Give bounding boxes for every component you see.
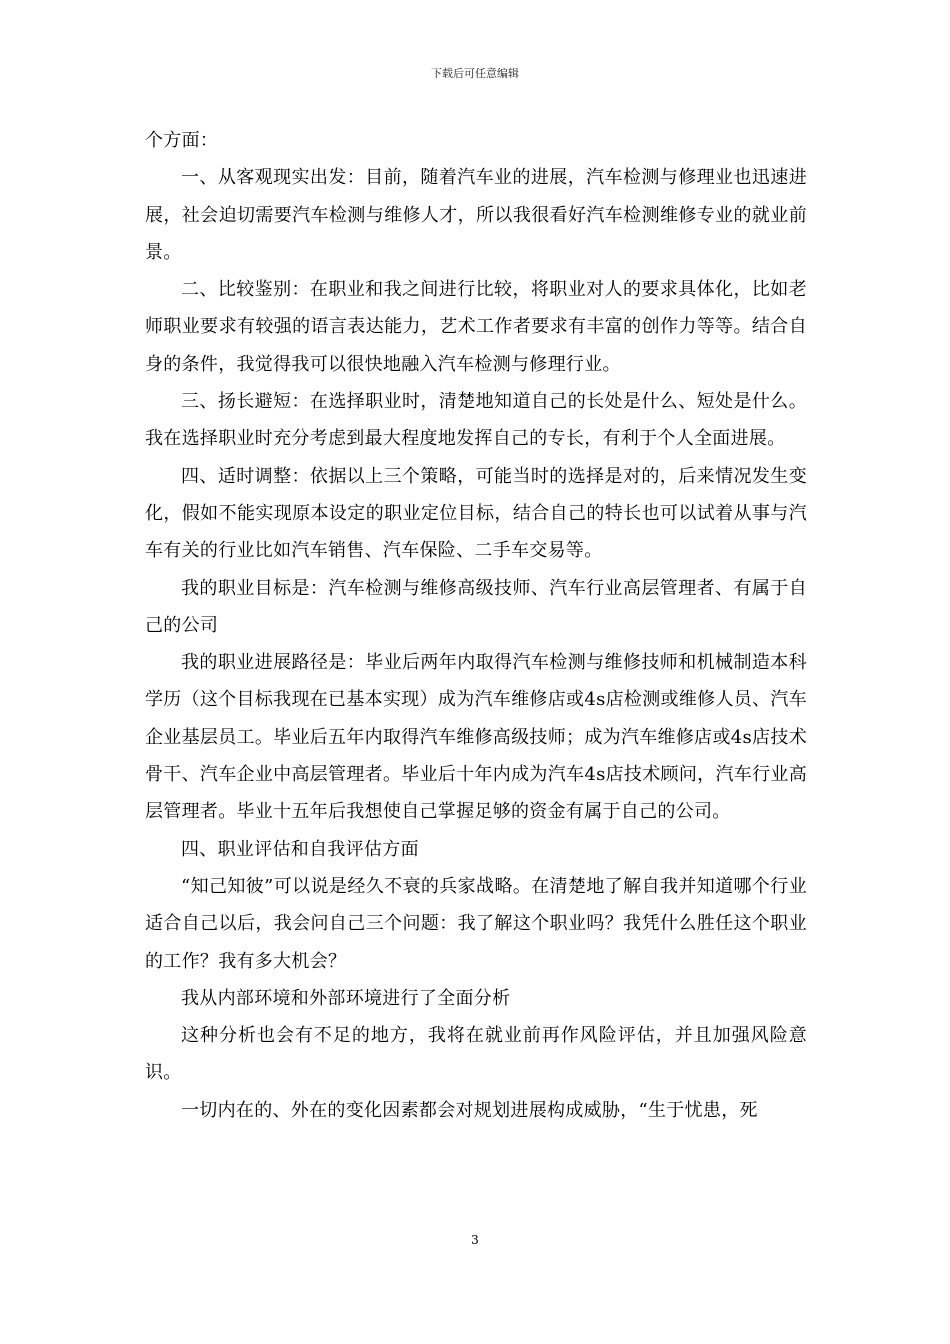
paragraph-environment-analysis: 我从内部环境和外部环境进行了全面分析 <box>181 987 511 1009</box>
section-heading-evaluation: 四、职业评估和自我评估方面 <box>181 838 419 860</box>
paragraph-change-factors: 一切内在的、外在的变化因素都会对规划进展构成威胁，“生于忧患，死 <box>181 1099 758 1121</box>
paragraph-strengths: 三、扬长避短：在选择职业时，清楚地知道自己的长处是什么、短处是什么。我在选择职业时充分考虑到最大程度地发挥自己的专长，有利于个人全面进展。 <box>145 391 807 450</box>
document-body <box>145 122 807 1129</box>
paragraph-career-path: 我的职业进展路径是：毕业后两年内取得汽车检测与维修技师和机械制造本科学历（这个目标我现在已基本实现）成为汽车维修店或4s店检测或维修人员、汽车企业基层员工。毕业后五年内取得汽车维修高级技师；成为汽车维修店或4s店技术骨干、汽车企业中高层管理者。毕业后十年内成为汽车4s店技术顾问，汽车行业高层管理者。毕业十五年后我想使自己掌握足够的资金有属于自己的公司。 <box>145 652 807 823</box>
paragraph-know-yourself: “知己知彼”可以说是经久不衰的兵家战略。在清楚地了解自我并知道哪个行业适合自己以后，我会问自己三个问题：我了解这个职业吗？我凭什么胜任这个职业的工作？我有多大机会？ <box>145 875 807 972</box>
page-number: 3 <box>471 1233 479 1247</box>
paragraph-adjustment: 四、适时调整：依据以上三个策略，可能当时的选择是对的，后来情况发生变化，假如不能实现原本设定的职业定位目标，结合自己的特长也可以试着从事与汽车有关的行业比如汽车销售、汽车保险、二手车交易等。 <box>145 465 807 562</box>
paragraph-continuation: 个方面： <box>145 130 219 151</box>
paragraph-objective-reality: 一、从客观现实出发：目前，随着汽车业的进展，汽车检测与修理业也迅速进展，社会迫切需要汽车检测与维修人才，所以我很看好汽车检测维修专业的就业前景。 <box>145 167 807 263</box>
paragraph-career-goal: 我的职业目标是：汽车检测与维修高级技师、汽车行业高层管理者、有属于自己的公司 <box>145 577 807 636</box>
paragraph-comparison: 二、比较鉴别：在职业和我之间进行比较，将职业对人的要求具体化，比如老师职业要求有较强的语言表达能力，艺术工作者要求有丰富的创作力等等。结合自身的条件，我觉得我可以很快地融入汽车检测与修理行业。 <box>145 279 807 375</box>
paragraph-risk-assessment: 这种分析也会有不足的地方，我将在就业前再作风险评估，并且加强风险意识。 <box>145 1025 807 1084</box>
page-header: 下载后可任意编辑 <box>431 67 519 80</box>
